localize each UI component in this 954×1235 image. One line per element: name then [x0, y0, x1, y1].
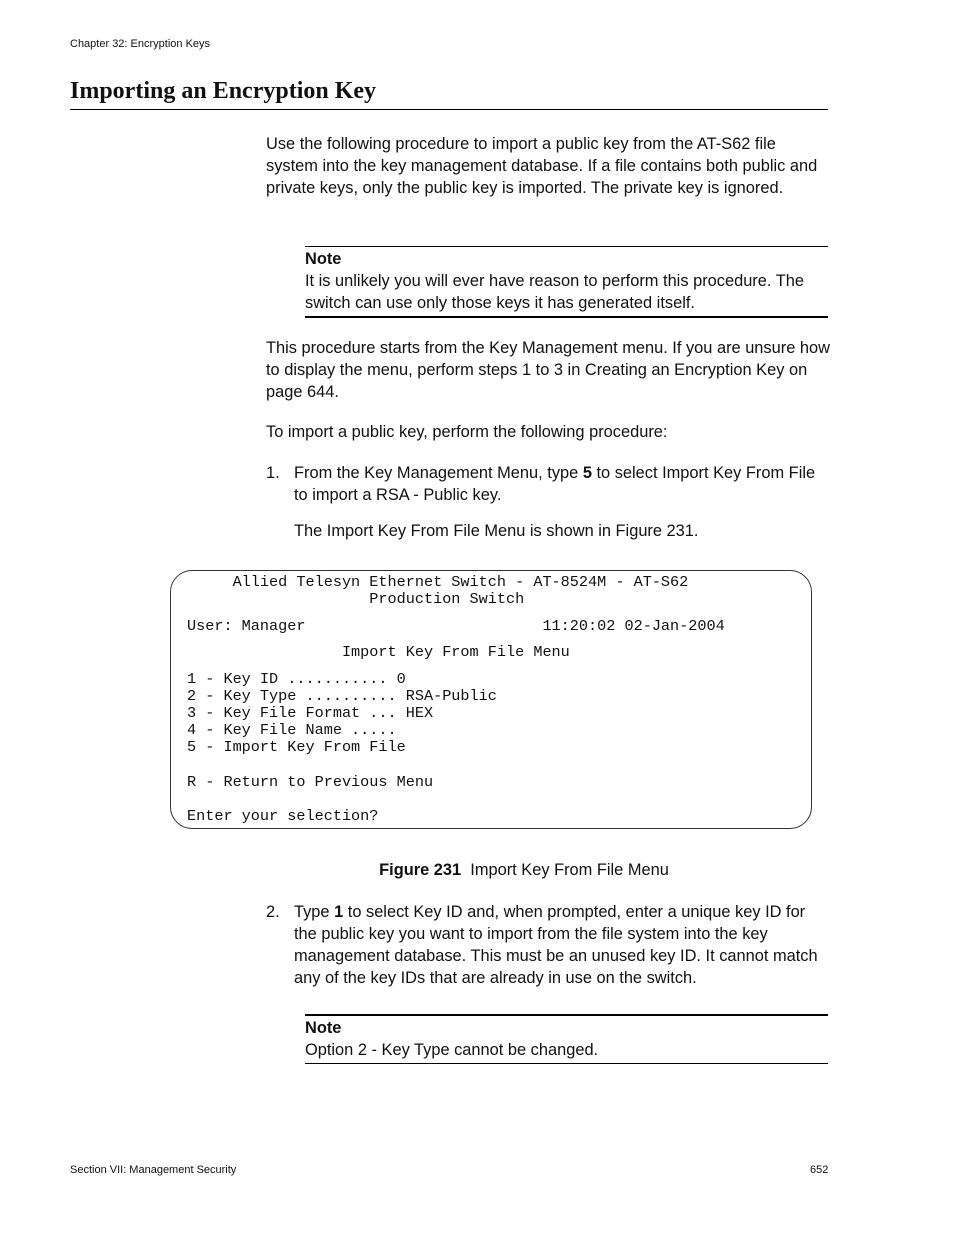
intro-paragraph: Use the following procedure to import a public key from the AT-S62 file system into the key management database. If a file contains both public and private keys, only the public key is imported. The private key is ignored. — [266, 135, 818, 197]
terminal-line: Import Key From File Menu — [187, 643, 570, 661]
terminal-screen — [170, 570, 812, 829]
running-header: Chapter 32: Encryption Keys — [70, 38, 211, 50]
step-key: 1 — [334, 903, 344, 921]
note-text: It is unlikely you will ever have reason to perform this procedure. The switch can use only those keys it has generated itself. — [305, 272, 804, 312]
step-text-post: to select Import Key From File to import a RSA - Public key. — [294, 464, 816, 504]
terminal-line: 3 - Key File Format ... HEX — [187, 704, 434, 722]
footer-section: Section VII: Management Security — [70, 1164, 237, 1176]
note-text: Option 2 - Key Type cannot be changed. — [305, 1041, 599, 1059]
procedure-start-paragraph: This procedure starts from the Key Management menu. If you are unsure how to display the menu, perform steps 1 to 3 in Creating an Encryption Key on page 644. — [266, 339, 830, 401]
step-1-subtext: The Import Key From File Menu is shown in Figure 231. — [294, 522, 699, 540]
figure-title: Import Key From File Menu — [470, 861, 669, 879]
note-box — [305, 1014, 828, 1064]
terminal-prompt: Enter your selection? — [187, 807, 379, 825]
step-number: 1. — [266, 464, 280, 482]
terminal-line: 5 - Import Key From File — [187, 738, 406, 756]
terminal-line: R - Return to Previous Menu — [187, 773, 434, 791]
procedure-intro-paragraph: To import a public key, perform the following procedure: — [266, 423, 668, 441]
terminal-line: 1 - Key ID ........... 0 — [187, 670, 406, 688]
terminal-line: Production Switch — [187, 590, 525, 608]
step-text-post: to select Key ID and, when prompted, enter a unique key ID for the public key you want to import from the file system into the key management database. This must be an unused key ID. It cannot match any of the key IDs that are already in use on the switch. — [294, 903, 818, 987]
step-text — [294, 462, 831, 506]
step-key: 5 — [582, 464, 592, 482]
figure-caption — [0, 861, 954, 880]
figure-label: Figure 231 — [379, 861, 462, 879]
step-2 — [266, 901, 831, 989]
step-text-pre: Type — [294, 903, 335, 921]
note-title: Note — [305, 250, 342, 268]
section-title: Importing an Encryption Key — [70, 78, 828, 110]
note-title: Note — [305, 1019, 342, 1037]
note-box — [305, 246, 828, 318]
terminal-line: Allied Telesyn Ethernet Switch - AT-8524M - AT-S62 — [187, 573, 689, 591]
step-1 — [266, 462, 831, 506]
step-text-pre: From the Key Management Menu, type — [294, 464, 583, 482]
step-text — [294, 901, 831, 989]
step-number: 2. — [266, 903, 280, 921]
page-number: 652 — [810, 1164, 829, 1176]
terminal-line: 2 - Key Type .......... RSA-Public — [187, 687, 497, 705]
terminal-line: User: Manager 11:20:02 02-Jan-2004 — [187, 617, 725, 635]
terminal-line: 4 - Key File Name ..... — [187, 721, 397, 739]
